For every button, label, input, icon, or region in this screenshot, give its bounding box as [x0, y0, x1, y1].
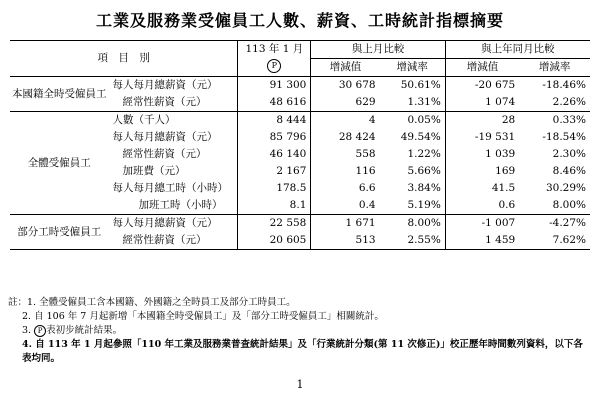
mom-change-cell: 0.4: [311, 197, 380, 215]
value-cell: 22 558: [238, 215, 311, 233]
category-cell: 全體受僱員工: [27, 157, 91, 169]
mom-change-cell: 28 424: [311, 129, 380, 146]
item-cell: 加班費（元）: [122, 165, 186, 177]
yoy-change-cell: -20 675: [445, 77, 519, 95]
item-cell: 每人每月總薪資（元）: [112, 79, 218, 91]
yoy-change-cell: 1 074: [445, 94, 519, 112]
statistics-table: [10, 40, 590, 250]
mom-rate-header: 增減率: [396, 61, 428, 73]
page-number: 1: [296, 378, 304, 391]
value-cell: 46 140: [238, 146, 311, 163]
footnote: [8, 310, 592, 324]
footnote-prefix: 註：: [8, 297, 28, 308]
yoy-rate-cell: 8.00%: [552, 199, 586, 211]
mom-change-cell: 6.6: [311, 180, 380, 197]
mom-rate-cell: 2.55%: [407, 234, 441, 246]
yoy-change-cell: 1 039: [445, 146, 519, 163]
yoy-change-cell: 1 459: [445, 232, 519, 250]
yoy-group-header: 與上年同月比較: [445, 41, 590, 59]
footnote-text: 1. 全體受僱員工含本國籍、外國籍之全時員工及部分工時員工。: [27, 297, 296, 308]
value-cell: 8.1: [238, 197, 311, 215]
yoy-change-header: 增減值: [445, 59, 519, 77]
category-cell: 本國籍全時受僱員工: [12, 88, 107, 100]
yoy-rate-cell: 2.30%: [552, 148, 586, 160]
mom-rate-cell: 0.05%: [407, 114, 441, 126]
footnote-text: 4. 自 113 年 1 月起參照「110 年工業及服務業普查統計結果」及「行業統計分類(第 11 次修正)」校正歷年時間數列資料，以下各表均同。: [22, 339, 583, 364]
yoy-rate-cell: -18.54%: [542, 131, 586, 143]
item-cell: 每人每月總薪資（元）: [112, 131, 218, 143]
table-row: [10, 77, 590, 95]
mom-rate-cell: 1.31%: [407, 96, 441, 108]
mom-change-cell: 116: [311, 163, 380, 180]
yoy-rate-cell: -4.27%: [549, 217, 586, 229]
yoy-rate-header: 增減率: [538, 61, 571, 73]
footnote: [8, 296, 592, 310]
yoy-rate-cell: 7.62%: [552, 234, 586, 246]
item-column-header: 項 目 別: [97, 52, 150, 64]
item-cell: 每人每月總工時（小時）: [112, 182, 228, 194]
mom-change-cell: 1 671: [311, 215, 380, 233]
mom-rate-cell: 8.00%: [407, 217, 441, 229]
mom-change-cell: 513: [311, 232, 380, 250]
footnote-body: 表初步統計結果。: [46, 325, 123, 336]
yoy-rate-cell: 8.46%: [552, 165, 586, 177]
mom-rate-cell: 50.61%: [400, 79, 441, 91]
preliminary-mark-icon: P: [267, 59, 281, 73]
mom-rate-cell: 1.22%: [407, 148, 441, 160]
value-cell: 91 300: [238, 77, 311, 95]
yoy-rate-cell: 0.33%: [552, 114, 586, 126]
value-cell: 20 605: [238, 232, 311, 250]
mom-change-cell: 30 678: [311, 77, 380, 95]
yoy-rate-cell: 30.29%: [545, 182, 586, 194]
item-cell: 人數（千人）: [112, 114, 176, 126]
yoy-change-cell: 0.6: [445, 197, 519, 215]
value-cell: 2 167: [238, 163, 311, 180]
value-cell: 178.5: [238, 180, 311, 197]
mom-group-header: 與上月比較: [311, 41, 445, 59]
item-cell: 經常性薪資（元）: [122, 234, 207, 246]
mom-change-cell: 629: [311, 94, 380, 112]
footnote: [8, 338, 592, 366]
yoy-change-cell: 28: [445, 112, 519, 130]
page-title: 工業及服務業受僱員工人數、薪資、工時統計指標摘要: [95, 11, 504, 30]
value-cell: 48 616: [238, 94, 311, 112]
yoy-change-cell: 41.5: [445, 180, 519, 197]
footnote-text: [22, 324, 592, 338]
value-cell: 85 796: [238, 129, 311, 146]
yoy-change-cell: -1 007: [445, 215, 519, 233]
item-cell: 經常性薪資（元）: [122, 148, 207, 160]
mom-change-cell: 558: [311, 146, 380, 163]
item-cell: 加班工時（小時）: [138, 199, 223, 211]
mom-rate-cell: 5.19%: [407, 199, 441, 211]
item-cell: 每人每月總薪資（元）: [112, 217, 218, 229]
preliminary-mark-icon: P: [34, 325, 46, 337]
period-column-header: [238, 41, 311, 77]
value-cell: 8 444: [238, 112, 311, 130]
footnotes: [8, 296, 592, 366]
yoy-change-cell: -19 531: [445, 129, 519, 146]
yoy-rate-cell: -18.46%: [542, 79, 586, 91]
yoy-rate-cell: 2.26%: [552, 96, 586, 108]
footnote: [8, 324, 592, 338]
mom-rate-cell: 3.84%: [407, 182, 441, 194]
yoy-change-cell: 169: [445, 163, 519, 180]
table-row: [10, 112, 590, 130]
mom-rate-cell: 5.66%: [407, 165, 441, 177]
item-cell: 經常性薪資（元）: [122, 96, 207, 108]
footnote-number: 3.: [22, 325, 32, 336]
period-label: 113 年 1 月: [245, 43, 304, 55]
mom-change-header: 增減值: [311, 59, 380, 77]
table-row: [10, 215, 590, 233]
category-cell: 部分工時受僱員工: [17, 226, 102, 238]
mom-change-cell: 4: [311, 112, 380, 130]
mom-rate-cell: 49.54%: [400, 131, 441, 143]
footnote-text: 2. 自 106 年 7 月起新增「本國籍全時受僱員工」及「部分工時受僱員工」相關統計。: [22, 311, 384, 322]
